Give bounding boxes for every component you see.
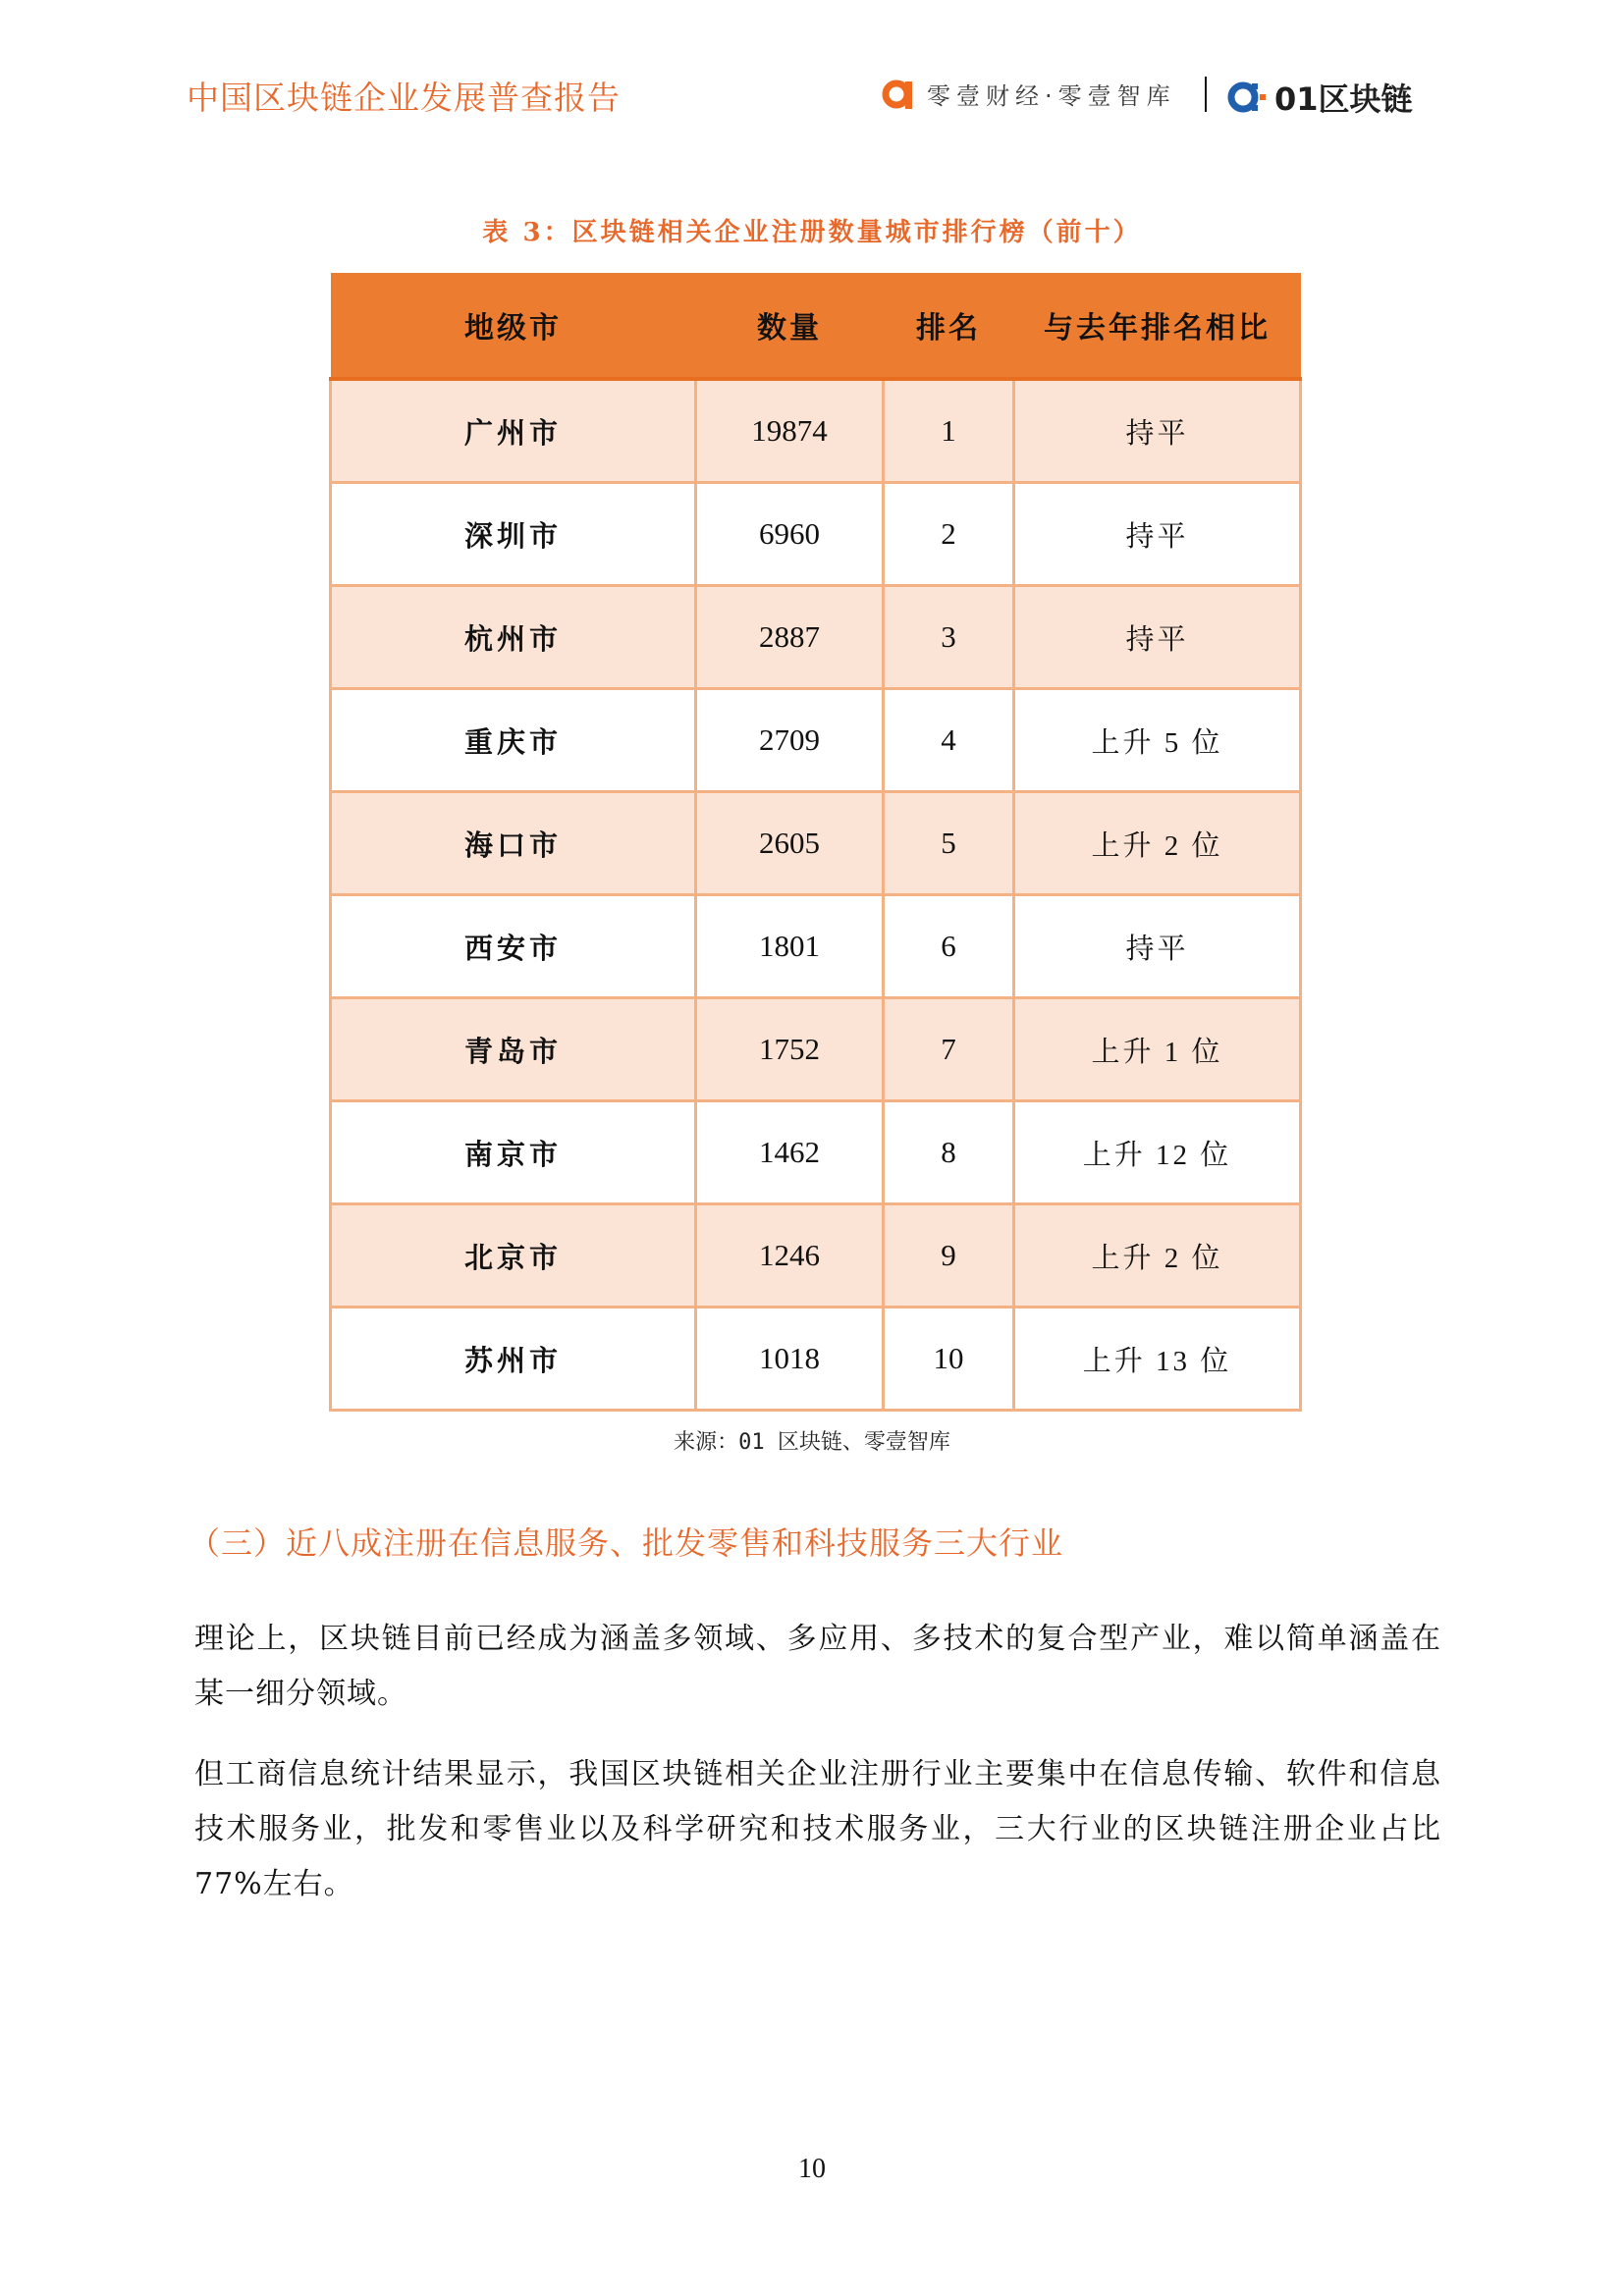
lingyi-alpha-logo-icon	[882, 78, 915, 111]
table-row	[331, 1204, 1301, 1308]
cell-rank: 7	[884, 998, 1014, 1101]
cell-rank: 9	[884, 1204, 1014, 1308]
cell-change: 持平	[1014, 483, 1301, 586]
cell-count: 2605	[696, 792, 884, 895]
cell-change: 上升 12 位	[1014, 1101, 1301, 1204]
cell-count: 1462	[696, 1101, 884, 1204]
cell-change: 上升 5 位	[1014, 689, 1301, 792]
cell-count: 2887	[696, 586, 884, 689]
cell-city: 深圳市	[331, 483, 696, 586]
cell-change: 上升 2 位	[1014, 792, 1301, 895]
cell-change: 上升 1 位	[1014, 998, 1301, 1101]
table-row	[331, 792, 1301, 895]
cell-count: 1246	[696, 1204, 884, 1308]
cell-rank: 2	[884, 483, 1014, 586]
cell-change: 上升 2 位	[1014, 1204, 1301, 1308]
column-header-count: 数量	[696, 273, 884, 379]
cell-city: 青岛市	[331, 998, 696, 1101]
brand-01-blockchain	[1227, 75, 1413, 120]
table-row	[331, 895, 1301, 998]
brand-lingyi	[882, 77, 1176, 111]
table-row	[331, 1101, 1301, 1204]
cell-rank: 6	[884, 895, 1014, 998]
column-header-change: 与去年排名相比	[1014, 273, 1301, 379]
cell-change: 上升 13 位	[1014, 1308, 1301, 1411]
brand-divider	[1205, 77, 1207, 112]
section-heading: （三）近八成注册在信息服务、批发零售和科技服务三大行业	[189, 1524, 1064, 1562]
body-paragraph: 理论上，区块链目前已经成为涵盖多领域、多应用、多技术的复合型产业，难以简单涵盖在某一细分领域。	[194, 1622, 1441, 1711]
cell-change: 持平	[1014, 379, 1301, 483]
table-caption: 表 3：区块链相关企业注册数量城市排行榜（前十）	[482, 218, 1142, 247]
cell-count: 6960	[696, 483, 884, 586]
cell-count: 19874	[696, 379, 884, 483]
cell-count: 1018	[696, 1308, 884, 1411]
column-header-city: 地级市	[331, 273, 696, 379]
cell-city: 南京市	[331, 1101, 696, 1204]
01-blockchain-logo-icon	[1227, 79, 1269, 116]
column-header-rank: 排名	[884, 273, 1014, 379]
table-source-note: 来源：01 区块链、零壹智库	[674, 1430, 950, 1455]
cell-count: 2709	[696, 689, 884, 792]
cell-rank: 4	[884, 689, 1014, 792]
table-row	[331, 1308, 1301, 1411]
cell-city: 北京市	[331, 1204, 696, 1308]
cell-rank: 8	[884, 1101, 1014, 1204]
cell-rank: 3	[884, 586, 1014, 689]
cell-change: 持平	[1014, 586, 1301, 689]
cell-change: 持平	[1014, 895, 1301, 998]
cell-count: 1801	[696, 895, 884, 998]
body-paragraph: 但工商信息统计结果显示，我国区块链相关企业注册行业主要集中在信息传输、软件和信息技术服务业，批发和零售业以及科学研究和技术服务业，三大行业的区块链注册企业占比 77%左右。	[194, 1757, 1441, 1901]
cell-city: 重庆市	[331, 689, 696, 792]
cell-rank: 1	[884, 379, 1014, 483]
table-row	[331, 379, 1301, 483]
report-title: 中国区块链企业发展普查报告	[187, 79, 621, 117]
brand-lingyi-text: 零壹财经·零壹智库	[927, 82, 1176, 110]
cell-city: 广州市	[331, 379, 696, 483]
page-header	[0, 0, 1624, 137]
cell-count: 1752	[696, 998, 884, 1101]
cell-city: 海口市	[331, 792, 696, 895]
cell-rank: 5	[884, 792, 1014, 895]
city-ranking-table	[329, 273, 1302, 1412]
table-row	[331, 689, 1301, 792]
brand-01-blockchain-text: 01区块链	[1274, 80, 1413, 118]
cell-city: 西安市	[331, 895, 696, 998]
page-number: 10	[798, 2154, 826, 2184]
cell-rank: 10	[884, 1308, 1014, 1411]
table-row	[331, 586, 1301, 689]
cell-city: 苏州市	[331, 1308, 696, 1411]
table-row	[331, 483, 1301, 586]
table-row	[331, 998, 1301, 1101]
cell-city: 杭州市	[331, 586, 696, 689]
table-header-row	[331, 273, 1301, 379]
